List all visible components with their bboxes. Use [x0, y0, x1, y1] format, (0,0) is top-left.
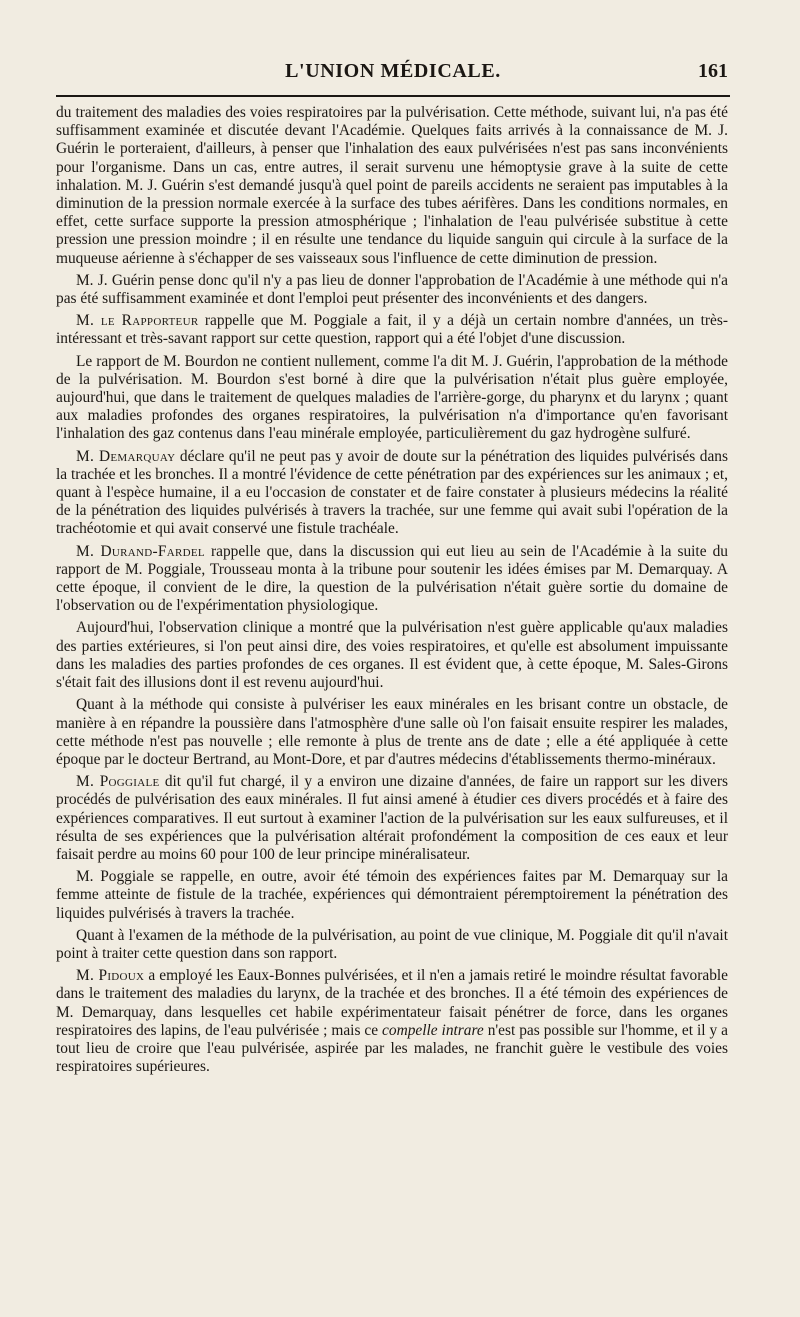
speaker-name: M. Poggiale [76, 773, 160, 791]
paragraph-text: Quant à la méthode qui consiste à pulvériser les eaux minérales en les brisant contre un obstacle, de manière à en répandre la poussière dans l'atmosphère d'une salle où l'on faisait ensuite respirer les malades, cette méthode n'est pas nouvelle ; elle remonte à plus de trente ans de date ; elle a été appliquée à cette époque par le docteur Bertrand, au Mont-Dore, et par d'autres médecins d'établissements thermo-minéraux. [56, 696, 728, 768]
speaker-name: M. Durand-Fardel [76, 542, 205, 560]
paragraph-text: Le rapport de M. Bourdon ne contient nullement, comme l'a dit M. J. Guérin, l'approbation de la méthode de la pulvérisation. M. Bourdon s'est borné à dire que la pulvérisation n'était plus guère employée, aujourd'hui, que dans le traitement de quelques maladies de l'arrière-gorge, du pharynx et du larynx ; quant aux maladies profondes des organes respiratoires, la pulvérisation n'a d'importance qu'en favorisant l'inhalation des gaz contenus dans l'eau minérale employée, particulièrement du gaz hydrogène sulfuré. [56, 352, 728, 443]
paragraph [56, 312, 728, 348]
paragraph [56, 967, 728, 1076]
speaker-name: M. Pidoux [76, 967, 145, 985]
paragraph [56, 927, 728, 963]
paragraph [56, 773, 728, 864]
paragraph-text: déclare qu'il ne peut pas y avoir de doute sur la pénétration des liquides pulvérisés dans la trachée et les bronches. Il a montré l'évidence de cette pénétration par des expériences sur les animaux ; et, quant à l'espèce humaine, il a eu l'occasion de constater et de faire constater à plusieurs médecins la réalité de la pénétration des liquides pulvérisés à travers la trachée, sur une femme qui avait subi l'opération de la trachéotomie et qui avait conservé une fistule trachéale. [56, 447, 728, 538]
paragraph-text: M. Poggiale se rappelle, en outre, avoir été témoin des expériences faites par M. Demarquay sur la femme atteinte de fistule de la trachée, expériences qui démontraient péremptoirement la pénétration des liquides pulvérisés à travers la trachée. [56, 868, 728, 922]
latin-phrase: compelle intrare [382, 1021, 484, 1039]
header-rule [56, 95, 730, 97]
paragraph [56, 868, 728, 923]
paragraph-text: n'est pas possible sur l'homme, et il y a tout lieu de croire que l'eau pulvérisée, aspirée par les malades, ne franchit guère le vestibule des voies respiratoires supérieures. [56, 1021, 728, 1076]
paragraph-text: M. J. Guérin pense donc qu'il n'y a pas lieu de donner l'approbation de l'Académie à une méthode qui n'a pas été suffisamment examinée et dont l'emploi peut présenter des inconvénients et des dangers. [56, 271, 728, 308]
speaker-name: M. Demarquay [76, 447, 176, 465]
paragraph-text: dit qu'il fut chargé, il y a environ une dizaine d'années, de faire un rapport sur les divers procédés de pulvérisation des eaux minérales. Il fut ainsi amené à étudier ces divers procédés et à faire des expériences comparatives. Il eut surtout à examiner l'action de la pulvérisation sur les eaux sulfureuses, et il résulta de ses expériences que la pulvérisation altérait profondément la composition de ces eaux et leur faisait perdre au moins 60 pour 100 de leur principe minéralisateur. [56, 773, 728, 863]
paragraph-text: du traitement des maladies des voies respiratoires par la pulvérisation. Cette méthode, suivant lui, n'a pas été suffisamment examinée et discutée devant l'Académie. Quelques faits arrivés à la connaissance de M. J. Guérin le porteraient, d'ailleurs, à penser que l'inhalation des eaux pulvérisées n'est pas sans inconvénients pour l'organisme. Dans un cas, entre autres, il serait survenu une hémoptysie grave à la suite de cette inhalation. M. J. Guérin s'est demandé jusqu'à quel point de pareils accidents ne seraient pas imputables à la diminution de la pression normale exercée à la surface des tubes aérifères. Dans les conditions normales, en effet, cette surface supporte la pression atmosphérique ; l'inhalation de l'eau pulvérisée substitue à cette pression une pression moindre ; il en résulte une tendance du liquide sanguin qui circule à la surface de la muqueuse aérienne à s'échapper de ses vaisseaux sous l'influence de cette diminution de pression. [56, 104, 728, 267]
speaker-name: M. le Rapporteur [76, 312, 199, 330]
paragraph-text: rappelle que, dans la discussion qui eut lieu au sein de l'Académie à la suite du rapport de M. Poggiale, Trousseau monta à la tribune pour soutenir les idées émises par M. Demarquay. A cette époque, il convient de le dire, la question de la pulvérisation n'était guère sortie du domaine de l'observation ou de l'expérimentation physiologique. [56, 542, 728, 615]
paragraph [56, 272, 728, 308]
paragraph-text: a employé les Eaux-Bonnes pulvérisées, et il n'en a jamais retiré le moindre résultat favorable dans le traitement des maladies du larynx, de la trachée et des bronches. Il a été témoin des expériences de M. Demarquay, dans lesquelles cet habile expérimentateur faisait pénétrer de force, dans les organes respiratoires des lapins, de l'eau pulvérisée ; mais ce [56, 967, 728, 1039]
paragraph [56, 353, 728, 444]
page-number: 161 [698, 60, 728, 82]
running-head: L'UNION MÉDICALE. [285, 60, 501, 82]
paragraph [56, 619, 728, 692]
paragraph [56, 543, 728, 616]
paragraph-text: Quant à l'examen de la méthode de la pulvérisation, au point de vue clinique, M. Poggiale dit qu'il n'avait point à traiter cette question dans son rapport. [56, 926, 728, 962]
paragraph [56, 448, 728, 539]
page-header [56, 56, 730, 96]
paragraph [56, 104, 728, 268]
paragraph [56, 696, 728, 769]
article-body [56, 104, 728, 1080]
paragraph-text: Aujourd'hui, l'observation clinique a montré que la pulvérisation n'est guère applicable qu'aux maladies des parties extérieures, si l'on peut ainsi dire, des voies respiratoires, et qu'elle est absolument impuissante dans les maladies des parties profondes de ces organes. Il est évident que, à cette époque, M. Sales-Girons s'était fait des illusions dont il est revenu aujourd'hui. [56, 619, 728, 692]
paragraph-text: rappelle que M. Poggiale a fait, il y a déjà un certain nombre d'années, un très-intéressant et très-savant rapport sur cette question, rapport qui a été l'objet d'une discussion. [56, 312, 728, 348]
